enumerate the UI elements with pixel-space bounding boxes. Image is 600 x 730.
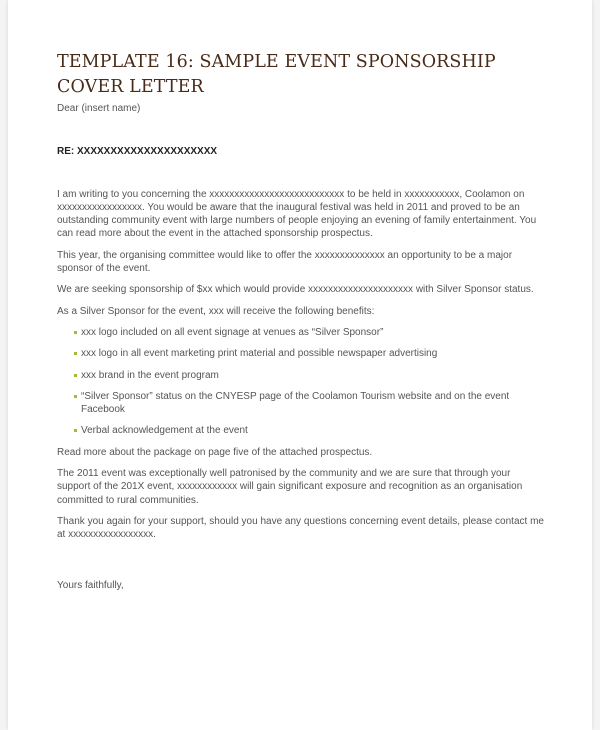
paragraph	[57, 283, 557, 296]
paragraph	[57, 467, 557, 507]
title-line: COVER LETTER	[57, 77, 204, 97]
re-line: RE: XXXXXXXXXXXXXXXXXXXXX	[57, 146, 218, 158]
benefit-item	[57, 326, 557, 339]
document-page	[8, 0, 592, 730]
salutation: Dear (insert name)	[57, 103, 141, 114]
bullet-icon	[74, 395, 77, 398]
title-line: TEMPLATE 16: SAMPLE EVENT SPONSORSHIP	[57, 52, 496, 72]
text-line: Facebook	[81, 404, 125, 416]
closing-paragraphs	[57, 446, 557, 542]
text-line: Thank you again for your support, should you have any questions concerning event details, please contact me	[57, 515, 544, 527]
text-line: outstanding community event with large numbers of people enjoying an evening of family entertainment. You	[57, 215, 537, 227]
text-line: I am writing to you concerning the xxxxxxxxxxxxxxxxxxxxxxxxxxx to be held in xxxxxxxxxxx, Coolamon on	[57, 188, 525, 200]
text-line: As a Silver Sponsor for the event, xxx will receive the following benefits:	[57, 305, 375, 317]
text-line: sponsor of the event.	[57, 263, 151, 275]
text-line: xxxxxxxxxxxxxxxxx. You would be aware that the inaugural festival was held in 2011 and proved to be an	[57, 201, 520, 213]
text-line: committed to rural communities.	[57, 494, 199, 506]
bullet-icon	[74, 352, 77, 355]
text-line: Verbal acknowledgement at the event	[81, 425, 248, 437]
paragraph	[57, 515, 557, 542]
bullet-icon	[74, 331, 77, 334]
text-line: We are seeking sponsorship of $xx which would provide xxxxxxxxxxxxxxxxxxxxx with Silver Sponsor status.	[57, 284, 534, 296]
intro-paragraphs	[57, 188, 557, 318]
benefit-item	[57, 347, 557, 360]
text-line: Read more about the package on page five of the attached prospectus.	[57, 446, 373, 458]
letter-content	[57, 50, 557, 592]
text-line: This year, the organising committee would like to offer the xxxxxxxxxxxxxx an opportunity to be a major	[57, 249, 513, 261]
bullet-icon	[74, 374, 77, 377]
text-line: at xxxxxxxxxxxxxxxxx.	[57, 529, 156, 541]
paragraph	[57, 249, 557, 276]
text-line: xxx logo included on all event signage at venues as “Silver Sponsor”	[81, 326, 384, 338]
text-line: “Silver Sponsor” status on the CNYESP page of the Coolamon Tourism website and on the event	[81, 390, 510, 402]
text-line: xxx logo in all event marketing print material and possible newspaper advertising	[81, 348, 438, 360]
paragraph	[57, 446, 557, 459]
page-title	[57, 50, 557, 100]
benefits-list	[57, 326, 557, 438]
text-line: support of the 201X event, xxxxxxxxxxxx will gain significant exposure and recognition as an organisation	[57, 481, 523, 493]
benefit-item	[57, 390, 557, 417]
closing: Yours faithfully,	[57, 579, 124, 591]
text-line: xxx brand in the event program	[81, 369, 219, 381]
paragraph	[57, 188, 557, 241]
text-line: The 2011 event was exceptionally well patronised by the community and we are sure that through your	[57, 468, 511, 480]
text-line: can read more about the event in the attached sponsorship prospectus.	[57, 228, 373, 240]
benefit-item	[57, 424, 557, 437]
benefit-item	[57, 369, 557, 382]
bullet-icon	[74, 429, 77, 432]
paragraph	[57, 305, 557, 318]
